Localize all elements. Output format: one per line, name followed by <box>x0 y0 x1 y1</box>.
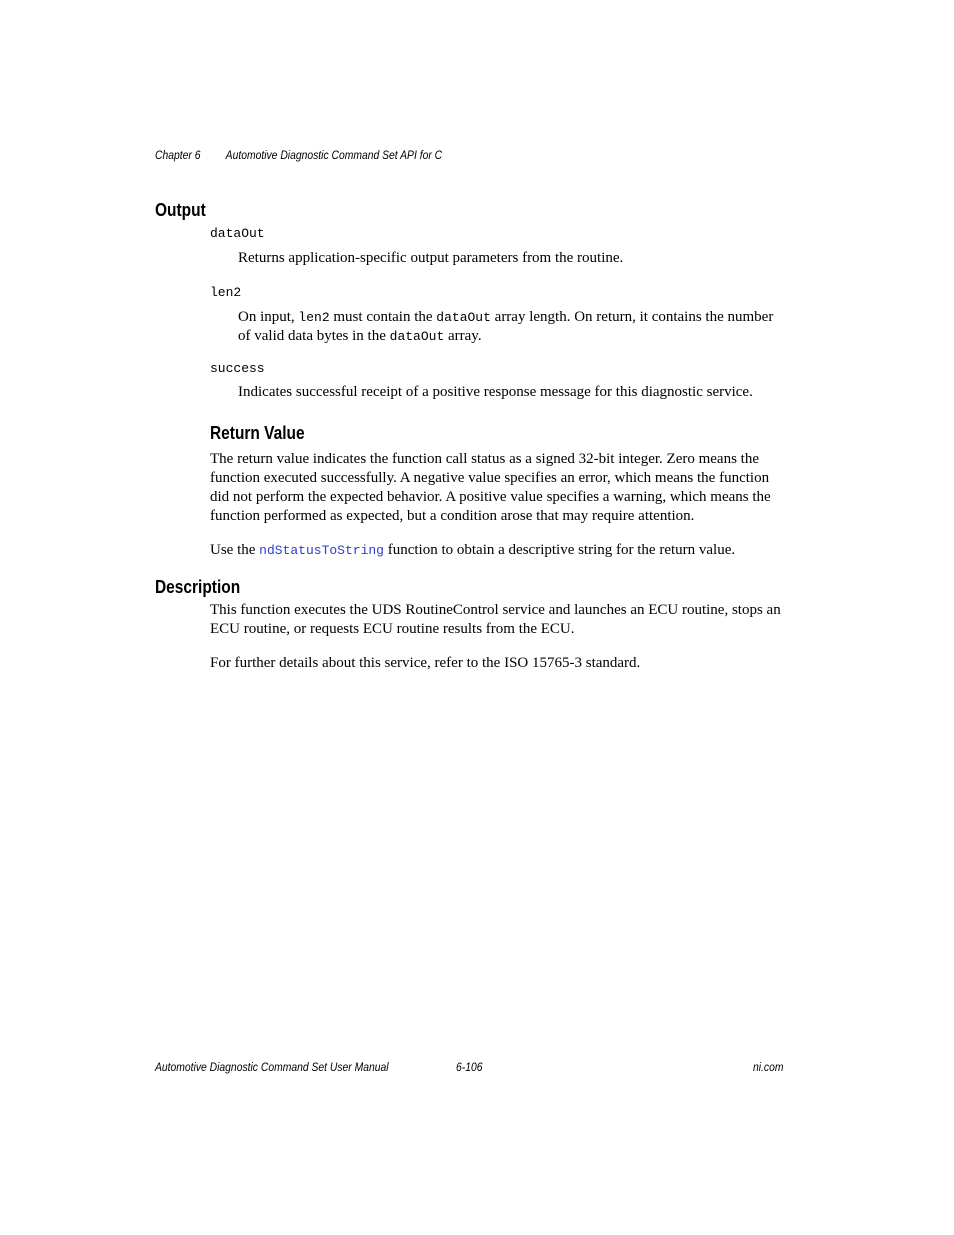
code-dataout: dataOut <box>436 310 491 325</box>
param-desc-success: Indicates successful receipt of a positive response message for this diagnostic service. <box>238 384 753 400</box>
description-paragraph: This function executes the UDS RoutineControl service and launches an ECU routine, stops an ECU routine, or requests ECU routine results from the ECU. <box>210 602 781 637</box>
ndstatustostring-link[interactable]: ndStatusToString <box>259 543 384 558</box>
text-segment: array. <box>444 328 482 344</box>
code-dataout: dataOut <box>389 329 445 344</box>
text-segment: On input, <box>238 309 299 325</box>
return-value-paragraph: The return value indicates the function call status as a signed 32-bit integer. Zero means the function executed successfully. A negative value specifies an error, which means the function did not perform the expected behavior. A positive value specifies a warning, which means the function performed as expected, but a condition arose that may require attention. <box>210 451 771 524</box>
code-len2: len2 <box>298 310 330 325</box>
text-segment: function to obtain a descriptive string for the return value. <box>383 542 736 558</box>
param-name-success: success <box>210 361 265 376</box>
page-number: 6-106 <box>456 1062 483 1074</box>
param-name-dataout: dataOut <box>210 226 265 241</box>
return-value-heading: Return Value <box>210 423 305 443</box>
param-desc-dataout: Returns application-specific output parameters from the routine. <box>238 250 624 266</box>
description-reference: For further details about this service, refer to the ISO 15765-3 standard. <box>210 655 641 671</box>
running-header <box>155 150 442 162</box>
return-value-usage <box>210 541 786 560</box>
chapter-title: Automotive Diagnostic Command Set API for C <box>225 150 443 162</box>
param-desc-len2 <box>238 308 786 346</box>
footer-manual-title: Automotive Diagnostic Command Set User Manual <box>155 1062 389 1074</box>
text-segment: array length. On return, it contains the number of valid data bytes in the <box>238 309 774 344</box>
text-segment: must contain the <box>329 309 437 325</box>
output-heading: Output <box>155 200 206 220</box>
text-segment: Use the <box>210 542 260 558</box>
footer-site[interactable]: ni.com <box>753 1062 784 1074</box>
param-name-len2: len2 <box>210 285 242 300</box>
description-heading: Description <box>155 577 241 597</box>
chapter-label: Chapter 6 <box>155 150 201 162</box>
